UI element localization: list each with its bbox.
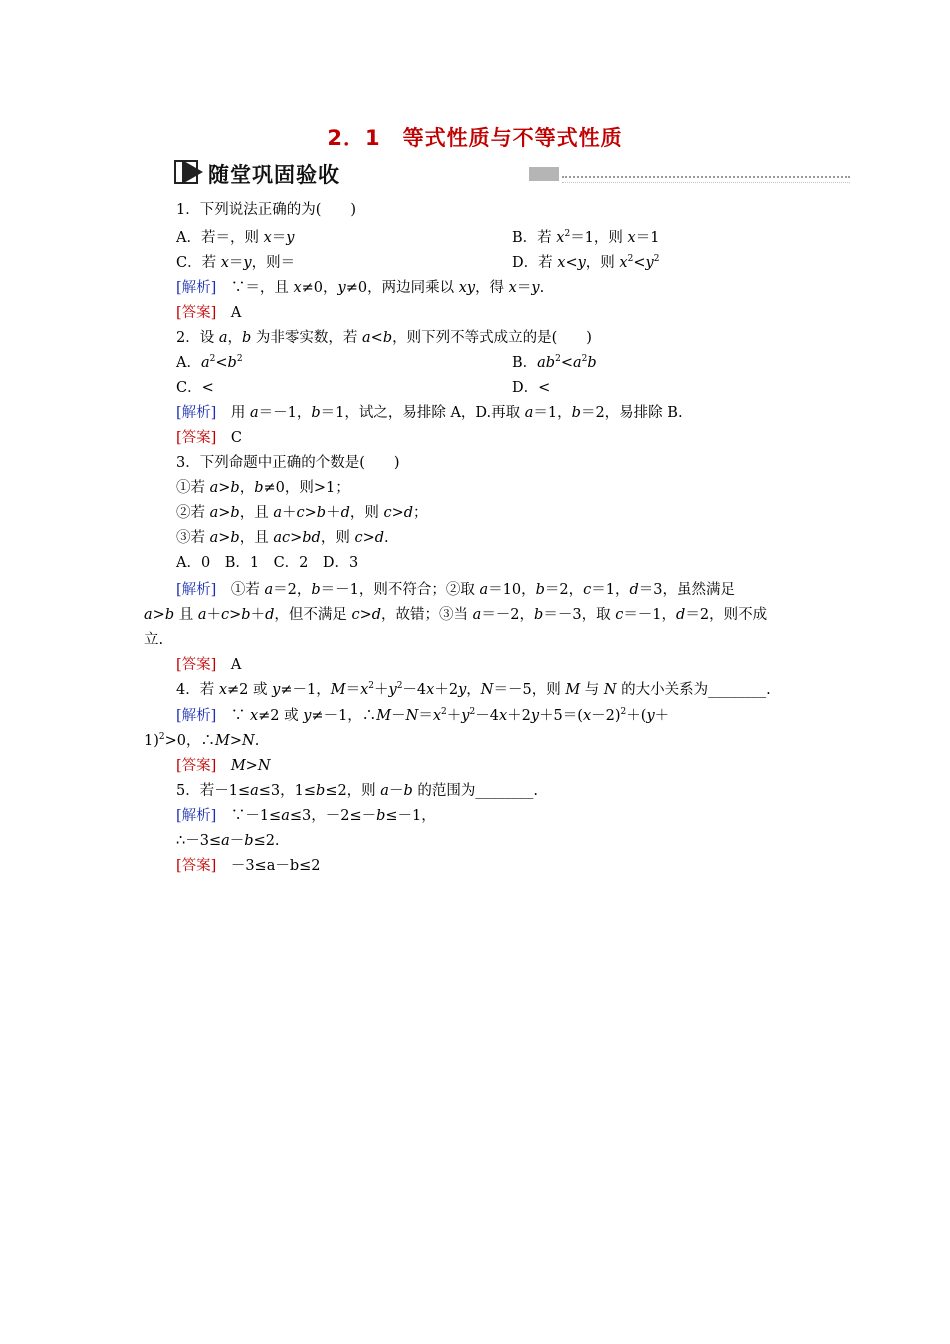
q5-stem: 5．若－1≤a≤3，1≤b≤2，则 a－b 的范围为________. <box>176 783 538 799</box>
page-title: 2．1 等式性质与不等式性质 <box>327 126 623 150</box>
q4-answer <box>176 756 271 776</box>
q2-answer-value: C <box>230 430 242 446</box>
answer-label: [答案] <box>176 430 217 446</box>
section-banner <box>174 156 850 190</box>
q1-analysis: [解析] ∵＝，且 x≠0，y≠0，两边同乘以 xy，得 x＝y. <box>176 280 545 296</box>
q3-analysis-line1: [解析] ①若 a＝2，b＝－1，则不符合；②取 a＝10，b＝2，c＝1，d＝3，虽然满足 <box>176 582 735 598</box>
q2-answer <box>176 428 242 448</box>
q2-option-d: D．< <box>512 380 551 396</box>
answer-label: [答案] <box>176 657 217 673</box>
q1-option-a: A．若＝，则 x＝y <box>176 230 295 246</box>
q1-option-c: C．若 x＝y，则＝ <box>176 255 296 271</box>
section-title: 随堂巩固验收 <box>208 163 340 187</box>
q2-stem: 2．设 a，b 为非零实数，若 a<b，则下列不等式成立的是( ) <box>176 330 592 346</box>
q4-answer-value: M>N <box>230 758 271 774</box>
analysis-label: [解析] <box>176 405 217 421</box>
q2-analysis: [解析] 用 a＝－1，b＝1，试之，易排除 A，D.再取 a＝1，b＝2，易排除 B. <box>176 405 683 421</box>
q5-answer-value: －3≤a－b≤2 <box>230 858 321 874</box>
q3-options: A．0 B．1 C．2 D．3 <box>176 555 359 571</box>
q1-answer-value: A <box>230 305 242 321</box>
q3-proposition-3: ③若 a>b，且 ac>bd，则 c>d. <box>176 530 389 546</box>
q3-stem: 3．下列命题中正确的个数是( ) <box>176 455 400 471</box>
answer-label: [答案] <box>176 858 217 874</box>
q3-answer <box>176 655 241 675</box>
q4-analysis-line1: [解析] ∵ x≠2 或 y≠－1，$\therefore M-N=x^2+y^2-4x+2y+5=(x-2)^2+(y+$ <box>176 707 670 724</box>
analysis-label: [解析] <box>176 280 217 296</box>
q1-option-b: B．若 $x^2=1$，则 x＝1 <box>512 229 660 246</box>
q5-analysis-line2: ∴－3≤a－b≤2. <box>176 833 280 849</box>
banner-divider <box>562 176 850 178</box>
banner-divider-secondary <box>562 182 850 183</box>
q1-option-d: D．若 x<y，则 $x^2<y^2$ <box>512 254 660 271</box>
q1-answer <box>176 303 241 323</box>
analysis-label: [解析] <box>176 708 217 724</box>
q3-answer-value: A <box>230 657 242 673</box>
q1-stem: 1．下列说法正确的为( ) <box>176 202 357 218</box>
q3-analysis-line2: a>b 且 a＋c>b＋d，但不满足 c>d，故错；③当 a＝－2，b＝－3，取 c＝－1，d＝2，则不成 <box>144 607 768 623</box>
q5-analysis-line1: [解析] ∵－1≤a≤3，－2≤－b≤－1， <box>176 808 436 824</box>
answer-label: [答案] <box>176 758 217 774</box>
q4-analysis-line2: 1)$^2$>0，∴M>N. <box>144 732 260 749</box>
banner-gray-block <box>529 167 559 181</box>
q3-proposition-2: ②若 a>b，且 a＋c>b＋d，则 c>d； <box>176 505 428 521</box>
q4-stem: 4．若 x≠2 或 y≠－1，$M=x^2+y^2-4x+2y$，N＝－5，则 M 与 N 的大小关系为________. <box>176 681 771 698</box>
analysis-label: [解析] <box>176 582 217 598</box>
q2-option-c: C．< <box>176 380 214 396</box>
q2-option-a: A．$a^2<b^2$ <box>176 354 243 371</box>
play-arrow-icon <box>174 158 204 186</box>
q3-analysis-line3: 立. <box>144 632 164 648</box>
q5-answer <box>176 856 321 876</box>
analysis-label: [解析] <box>176 808 217 824</box>
q3-proposition-1: ①若 a>b，b≠0，则>1； <box>176 480 350 496</box>
q2-option-b: B．$ab^2<a^2b$ <box>512 354 597 371</box>
answer-label: [答案] <box>176 305 217 321</box>
